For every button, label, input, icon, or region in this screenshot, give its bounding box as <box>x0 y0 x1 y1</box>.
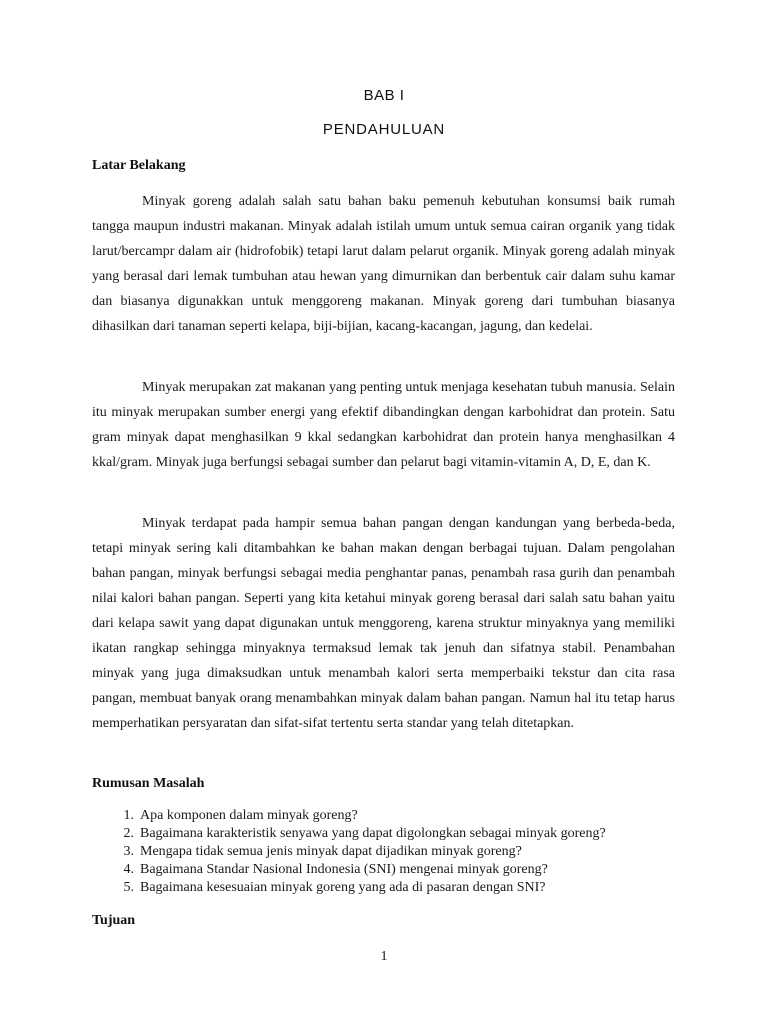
section-heading-tujuan: Tujuan <box>92 913 136 928</box>
list-item-number: 5. <box>123 880 134 895</box>
paragraph: Minyak goreng adalah salah satu bahan baku pemenuh kebutuhan konsumsi baik rumah tangga maupun industri makanan. Minyak adalah istilah umum untuk semua cairan organik yang tidak larut/bercampr dalam air (hidrofobik) tetapi larut dalam pelarut organik. Minyak goreng adalah minyak yang berasal dari lemak tumbuhan atau hewan yang dimurnikan dan berbentuk cair dalam suhu kamar dan biasanya digunakkan untuk menggoreng makanan. Minyak goreng dari tumbuhan biasanya dihasilkan dari tanaman seperti kelapa, biji-bijian, kacang-kacangan, jagung, dan kedelai. <box>92 194 675 334</box>
page-number: 1 <box>380 949 388 964</box>
list-item-text: Bagaimana kesesuaian minyak goreng yang ada di pasaran dengan SNI? <box>140 880 546 895</box>
chapter-number: BAB I <box>363 87 405 104</box>
question-list <box>92 807 692 897</box>
list-item-text: Apa komponen dalam minyak goreng? <box>140 808 358 823</box>
list-item-number: 3. <box>123 844 134 859</box>
list-item <box>92 825 692 843</box>
list-item-number: 4. <box>123 862 134 877</box>
list-item-text: Bagaimana karakteristik senyawa yang dapat digolongkan sebagai minyak goreng? <box>140 826 606 841</box>
chapter-title: PENDAHULUAN <box>322 121 446 138</box>
list-item <box>92 861 692 879</box>
section-heading-rumusan-masalah: Rumusan Masalah <box>92 776 205 791</box>
list-item <box>92 807 692 825</box>
list-item-number: 2. <box>123 826 134 841</box>
list-item-text: Mengapa tidak semua jenis minyak dapat dijadikan minyak goreng? <box>140 844 522 859</box>
list-item-number: 1. <box>123 808 134 823</box>
section-heading-latar-belakang: Latar Belakang <box>92 158 186 173</box>
list-item-text: Bagaimana Standar Nasional Indonesia (SNI) mengenai minyak goreng? <box>140 862 548 877</box>
paragraph: Minyak terdapat pada hampir semua bahan pangan dengan kandungan yang berbeda-beda, tetapi minyak sering kali ditambahkan ke bahan makan dengan berbagai tujuan. Dalam pengolahan bahan pangan, minyak berfungsi sebagai media penghantar panas, penambah rasa gurih dan penambah nilai kalori bahan pangan. Seperti yang kita ketahui minyak goreng berasal dari salah satu bahan yaitu dari kelapa sawit yang dapat digunakan untuk menggoreng, karena struktur minyaknya yang memiliki ikatan rangkap sehingga minyaknya termaksud lemak tak jenuh dan sifatnya stabil. Penambahan minyak yang juga dimaksudkan untuk menambah kalori serta memperbaiki tekstur dan cita rasa pangan, membuat banyak orang menambahkan minyak dalam bahan pangan. Namun hal itu tetap harus memperhatikan persyaratan dan sifat-sifat tertentu serta standar yang telah ditetapkan. <box>92 516 675 731</box>
list-item <box>92 879 692 897</box>
paragraph: Minyak merupakan zat makanan yang penting untuk menjaga kesehatan tubuh manusia. Selain itu minyak merupakan sumber energi yang efektif dibandingkan dengan karbohidrat dan protein. Satu gram minyak dapat menghasilkan 9 kkal sedangkan karbohidrat dan protein hanya menghasilkan 4 kkal/gram. Minyak juga berfungsi sebagai sumber dan pelarut bagi vitamin-vitamin A, D, E, dan K. <box>92 380 675 470</box>
list-item <box>92 843 692 861</box>
